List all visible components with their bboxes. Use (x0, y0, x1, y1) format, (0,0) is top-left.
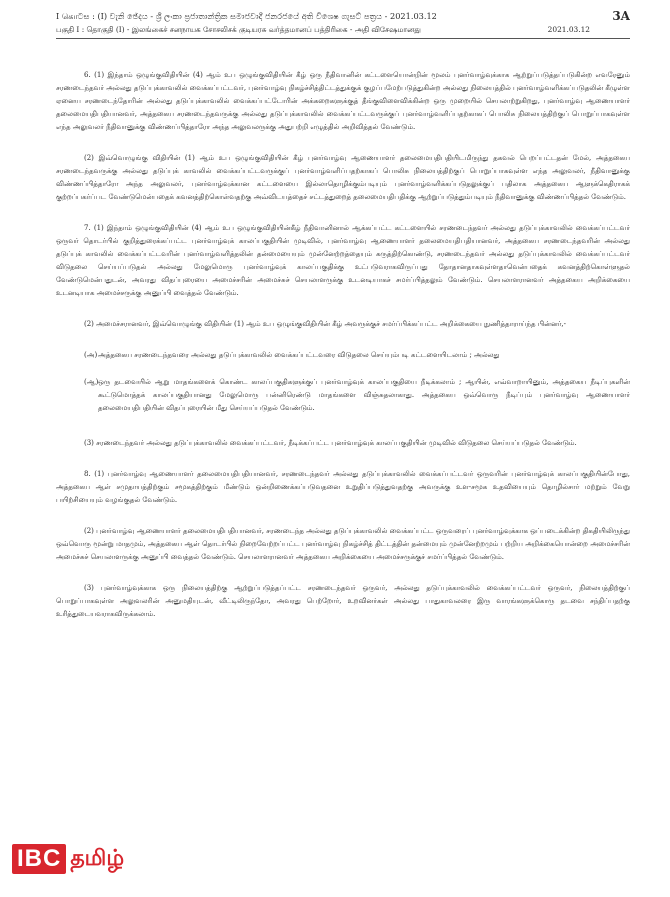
paragraph: (2) இவ்வொழுங்கு விதியின் (1) ஆம் உப ஒழுங்குவிதியின் கீழ் புனர்வாழ்வு ஆணையாளர் தலைமையதிபதியிடமிருந்து தகவல் பெறப்பட்டதன் மேல், அத்தகைய சரணடைந்தவருக்கு அல்லது தடுப்புக் காவலில் வைக்கப்பட்டவருக்குப் புனர்வாழ்வளிப்பதற்காகப் பொலிசு நிலையத்திற்குப் பொறுப்பாகவுள்ள எந்த அலுவலர், நீதிவானுக்கு விண்ணப்பித்தாரோ அந்த அலுவலர், புனர்வாழ்வுக்கான கட்டளையை இல்லாதொழிக்கும்படியும் புனர்வாழ்வளிக்கப்படுதலுக்குப் பதிலாக அத்தகைய ஆளுக்கெதிராகக் குற்றப்பகர்ப்பட வேண்டுமென்பதைக் கவனத்திற்கொள்வதற்கு அவ்விடயத்தைச் சட்டத்துறைத் தலைமையதிபதிக்கு ஆற்றுப்படுத்தும்படியும் நீதிவானுக்கு விண்ணப்பித்தல் வேண்டும். (56, 154, 630, 201)
paragraph: (3) புனர்வாழ்வுக்காக ஒரு நிலையத்திற்கு ஆற்றுப்படுத்தப்பட்ட சரணடைந்தவர் ஒருவர், அல்லது தடுப்புக்காவலில் வைக்கப்பட்டவர் ஒருவர், நிலையத்திற்குப் பொறுப்பாகவுள்ள அலுவலரின் அனுமதியுடன், வீட்டிலிருந்தோ, அவரது பெற்றோர், உறவினர்கள் அல்லது பாதுகாவலரை இரு வாரங்களுக்கொரு தடவை சந்திப்பதற்கு உரித்துடையவராகவிருக்கலாம். (56, 584, 630, 618)
list-item-text: அத்தகைய சரணடைந்தவரை அல்லது தடுப்புக்காவலில் வைக்கப்பட்டவரை விடுதலை செய்யும்படி கட்டளையிடலாம் ; அல்லது (98, 351, 500, 359)
paragraph: (2) புனர்வாழ்வு ஆணையாளர் தலைமையதிபதியானவர், சரணடைந்த அல்லது தடுப்புக்காவலில் வைக்கப்பட்ட ஒருவரைப் புனர்வாழ்வுக்காக ஒப்படைக்கின்ற திகதியிலிருந்து ஒவ்வொரு மூன்று மாதமும், அத்தகைய ஆள் தொடர்பில் நிறைவேற்றப்பட்ட புனர்வாழ்வு நிகழ்ச்சித் திட்டத்தின் தன்மையும் முன்னேற்றமும் பற்றிய அறிக்கையொன்றை அமைச்சரின் அமைச்சுச் செயலாளருக்கு அனுப்பி வைத்தல் வேண்டும். செயலாளரானவர் அத்தகைய அறிக்கையை அமைச்சருக்குச் சமர்ப்பித்தல் வேண்டும். (56, 527, 630, 561)
ibc-tamil-logo (12, 844, 124, 874)
header-date: 2021.03.12 (547, 25, 590, 34)
logo-brand: IBC (12, 844, 66, 874)
paragraph: 6. (1) இந்தாம் ஒழுங்குவிதியின் (4) ஆம் உப ஒழுங்குவிதியின் கீழ் ஒரு நீதிவானின் கட்டளையொன்றின் மூலம் புனர்வாழ்வுக்காக ஆற்றுப்படுத்தப்படுகின்ற எவரேனும் சரணடைந்தவர் அல்லது தடுப்புக்காவலில் வைக்கப்பட்டவர், புனர்வாழ்வு நிகழ்ச்சித்திட்டத்துக்குக் குழப்பமேற்படுத்துகின்ற அல்லது நிலையத்தில் புனர்வாழ்வளிக்கப்படுதலின் கீழுள்ள ஏனைய சரணடைந்தோரின் அல்லது தடுப்புக்காவலில் வைக்கப்பட்டோரின் அக்கறைகளுக்குத் தீங்குவிளைவிக்கின்ற ஒரு முறையில் செயலாற்றுகிறது, புனர்வாழ்வு ஆணையாளர் தலைமையதிபதியானவர், அத்தகைய சரணடைந்தவருக்கு அல்லது தடுப்புக்காவலில் வைக்கப்பட்டவருக்குப் புனர்வாழ்வளிப்பதற்காகப் பொலிசு நிலையத்திற்குப் பொறுப்பாகவுள்ள எந்த அலுவலர் நீதிவானுக்கு விண்ணப்பித்தாரோ அந்த அலுவலருக்கு அதுபற்றி எழுத்தில் அறிவித்தல் வேண்டும். (56, 71, 630, 131)
list-item-text: ஒரு தடவையில் ஆறு மாதங்களைக் கொண்ட காலப்பகுதிகளுக்குப் புனர்வாழ்வுக் காலப்பகுதியை நீடிக்கலாம் ; ஆயின், எவ்வாறாயினும், அத்தகைய நீடிப்புகளின் கூட்டுமொத்தக் காலப்பகுதியானது மேலுமொரு பன்னிரெண்டு மாதங்களை விஞ்சுதலாகாது. அத்தகைய ஒவ்வொரு நீடிப்பும் புனர்வாழ்வு ஆணையாளர் தலைமையதிபதியின் விதப்புரையின் மீது செய்யப்படுதல் வேண்டும். (98, 378, 630, 412)
header-line1: I கொටස : (I) වැනි ඡේදය - ශ්‍රී ලංකා ප්‍රජාතාන්ත්‍රික සමාජවාදී ජනරජයේ අති විශෙෂ ගැසට් පත්‍රය - 2021.03.12 (56, 11, 437, 21)
list-item (56, 349, 630, 362)
list-marker: (அ) (84, 351, 98, 359)
page-number: 3A (612, 9, 630, 23)
list-marker: (ஆ) (84, 378, 99, 386)
logo-suffix: தமிழ் (70, 846, 125, 871)
paragraph: (3) சரணடைந்தவர் அல்லது தடுப்புக்காவலில் வைக்கப்பட்டவர், நீடிக்கப்பட்ட புனர்வாழ்வுக் காலப்பகுதியின் முடிவில் விடுதலை செய்யப்படுதல் வேண்டும். (84, 439, 577, 447)
paragraph: 8. (1) புனர்வாழ்வு ஆணையாளர் தலைமையதிபதியானவர், சரணடைந்தவர் அல்லது தடுப்புக்காவலில் வைக்கப்பட்டவர் ஒருவரின் புனர்வாழ்வுக் காலப்பகுதியின்போது, அத்தகைய ஆள் சமுதாயத்திற்கும் சமூகத்திற்கும் மீண்டும் ஒன்றிணைக்கப்படுவதனை உறுதிப்படுத்துவதற்கு அவருக்கு உள-சமூக உதவியையும் தொழில்சார் மற்றும் வேறு பயிற்சியையும் வழங்குதல் வேண்டும். (56, 470, 630, 504)
gazette-header-sinhala (56, 8, 630, 24)
paragraph: (2) அமைச்சரானவர், இவ்வொழுங்கு விதியின் (1) ஆம் உப ஒழுங்குவிதியின் கீழ் அவருக்குச் சமர்ப்பிக்கப்பட்ட அறிக்கையை நுணித்தாராய்ந்த பின்னர்,- (84, 320, 566, 328)
gazette-header-tamil (56, 24, 630, 39)
gazette-body (56, 69, 630, 621)
list-item (56, 376, 630, 415)
header-line2: பகுதி I : தொகுதி (I) - இலங்கைச் சனநாயக சோசலிசக் குடியரசு வர்த்தமானப் பத்திரிகை - அதி விசேஷமானது (56, 25, 421, 34)
paragraph: 7. (1) இந்தாம் ஒழுங்குவிதியின் (4) ஆம் உப ஒழுங்குவிதியின்கீழ் நீதிவானினால் ஆக்கப்பட்ட கட்டளையில் சரணடைந்தவர் அல்லது தடுப்புக்காவலில் வைக்கப்பட்டவர் ஒருவர் தொடர்பில் குறித்துரைக்கப்பட்ட புனர்வாழ்வுக் காலப்பகுதியின் முடிவில், புனர்வாழ்வு ஆணையாளர் தலைமையதிபதியானவர், அத்தகைய சரணடைந்தவரின் அல்லது தடுப்புக் காவலில் வைக்கப்பட்டவரின் புனர்வாழ்வளித்தலின் தன்மையையும் முன்னேற்றத்தையும் கருத்திற்கொண்டு, சரணடைந்தவர் அல்லது தடுப்புக்காவலில் வைக்கப்பட்டவர் விடுதலை செய்யப்படுதல் அல்லது மேலுமொரு புனர்வாழ்வுக் காலப்பகுதிக்கு உட்படுவராகவிருப்பது தோதானதாகவுள்ளதாவென்பதைக் கவனத்திற்கொள்ளுதல் வேண்டுமென்பதுடன், அவரது விதப்புரையை அமைச்சரின் அமைச்சுச் செயலாளருக்கு உடனடியாகச் சமர்ப்பித்தலும் வேண்டும். செயலாளரானவர் அத்தகைய அறிக்கையை உடனடியாக அமைச்சருக்கு அனுப்பி வைத்தல் வேண்டும். (56, 224, 630, 297)
